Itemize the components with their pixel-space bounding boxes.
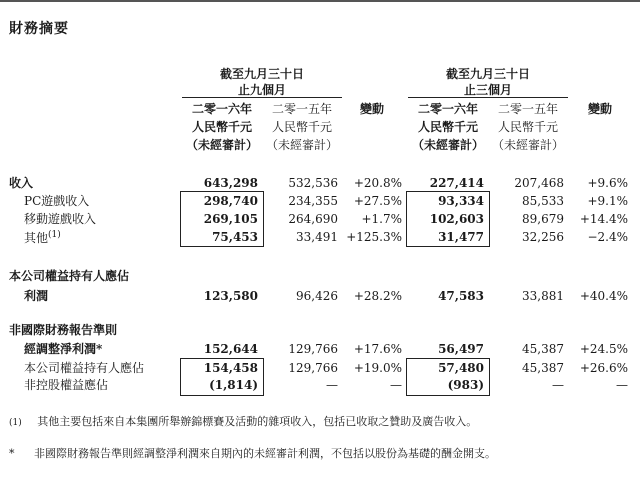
- cell: +9.1%: [587, 194, 628, 208]
- footnote-1-text: 其他主要包括來自本集團所舉辦錦標賽及活動的雜項收入，包括已收取之贊助及廣告收入。: [37, 415, 478, 428]
- cell: 57,480: [438, 361, 484, 375]
- cell: 45,387: [522, 361, 564, 375]
- unaudited-2016-nine: （未經審計）: [185, 138, 258, 152]
- period-three-line2: 止三個月: [463, 83, 512, 97]
- top-border: [0, 0, 640, 2]
- unit-2016-nine: 人民幣千元: [191, 120, 252, 134]
- cell: +28.2%: [353, 289, 402, 303]
- cell: +40.4%: [579, 289, 628, 303]
- others-text: 其他: [24, 231, 49, 245]
- cell: +24.5%: [579, 342, 628, 356]
- cell: +125.3%: [346, 230, 402, 244]
- unaudited-2016-three: （未經審計）: [411, 138, 484, 152]
- cell: 234,355: [288, 194, 338, 208]
- cell: 154,458: [203, 361, 258, 375]
- cell: 31,477: [438, 230, 484, 244]
- period-three-underline: [408, 97, 568, 98]
- footnote-1: [9, 416, 477, 428]
- cell: 269,105: [203, 212, 258, 226]
- footnote-2-text: 非國際財務報告準則經調整淨利潤來自期內的未經審計利潤，不包括以股份為基礎的酬金開支。: [34, 447, 496, 460]
- cell: 532,536: [288, 176, 338, 190]
- row-label-mobile-games: 移動遊戲收入: [24, 212, 97, 226]
- cell: 298,740: [203, 194, 258, 208]
- cell: +1.7%: [361, 212, 402, 226]
- change-header-three: 變動: [587, 102, 612, 116]
- footnote-2-mark: *: [9, 447, 15, 460]
- cell: —: [552, 378, 564, 392]
- cell: +17.6%: [353, 342, 402, 356]
- period-three-line1: 截至九月三十日: [445, 67, 530, 81]
- cell: +20.8%: [353, 176, 402, 190]
- cell: (1,814): [209, 378, 258, 392]
- cell: 85,533: [522, 194, 564, 208]
- attributable-label-line1: 本公司權益持有人應佔: [9, 269, 130, 283]
- cell: 32,256: [522, 230, 564, 244]
- cell: +9.6%: [587, 176, 628, 190]
- cell: +26.6%: [579, 361, 628, 375]
- row-label-pc-games: PC遊戲收入: [24, 194, 90, 208]
- footnote-2: [9, 448, 496, 459]
- col-2015-nine: 二零一五年: [271, 102, 332, 116]
- cell: +27.5%: [353, 194, 402, 208]
- cell: −2.4%: [587, 230, 628, 244]
- cell: —: [326, 378, 338, 392]
- col-2016-three: 二零一六年: [417, 102, 478, 116]
- cell: 207,468: [514, 176, 564, 190]
- row-label-adjusted-net-profit: 經調整淨利潤*: [24, 342, 103, 356]
- cell: 152,644: [203, 342, 258, 356]
- cell: 47,583: [438, 289, 484, 303]
- row-label-others: [24, 231, 61, 244]
- row-label-equity-holders: 本公司權益持有人應佔: [24, 361, 145, 375]
- period-nine-line2: 止九個月: [237, 83, 286, 97]
- page-title: 財務摘要: [9, 21, 69, 37]
- cell: +14.4%: [579, 212, 628, 226]
- row-label-revenue: 收入: [9, 176, 34, 190]
- unaudited-2015-nine: （未經審計）: [265, 138, 338, 152]
- cell: 93,334: [438, 194, 484, 208]
- cell: 129,766: [288, 361, 338, 375]
- col-2015-three: 二零一五年: [497, 102, 558, 116]
- cell: 75,453: [212, 230, 258, 244]
- cell: —: [616, 378, 628, 392]
- cell: 45,387: [522, 342, 564, 356]
- change-header-nine: 變動: [359, 102, 384, 116]
- cell: 102,603: [429, 212, 484, 226]
- cell: (983): [447, 378, 484, 392]
- unit-2015-three: 人民幣千元: [497, 120, 558, 134]
- footnote-1-mark: (1): [9, 418, 22, 428]
- cell: 227,414: [429, 176, 484, 190]
- cell: 129,766: [288, 342, 338, 356]
- cell: 643,298: [203, 176, 258, 190]
- cell: 56,497: [438, 342, 484, 356]
- period-nine-line1: 截至九月三十日: [219, 67, 304, 81]
- cell: 33,881: [522, 289, 564, 303]
- unit-2015-nine: 人民幣千元: [271, 120, 332, 134]
- non-ifrs-heading: 非國際財務報告準則: [9, 323, 118, 337]
- period-nine-underline: [182, 97, 342, 98]
- cell: 264,690: [288, 212, 338, 226]
- cell: 33,491: [296, 230, 338, 244]
- unaudited-2015-three: （未經審計）: [491, 138, 564, 152]
- cell: 123,580: [203, 289, 258, 303]
- footnote-ref: (1): [48, 230, 61, 240]
- cell: —: [390, 378, 402, 392]
- unit-2016-three: 人民幣千元: [417, 120, 478, 134]
- cell: 89,679: [522, 212, 564, 226]
- col-2016-nine: 二零一六年: [191, 102, 252, 116]
- row-label-non-controlling: 非控股權益應佔: [24, 378, 109, 392]
- cell: +19.0%: [353, 361, 402, 375]
- cell: 96,426: [296, 289, 338, 303]
- attributable-label-line2: 利潤: [24, 289, 49, 303]
